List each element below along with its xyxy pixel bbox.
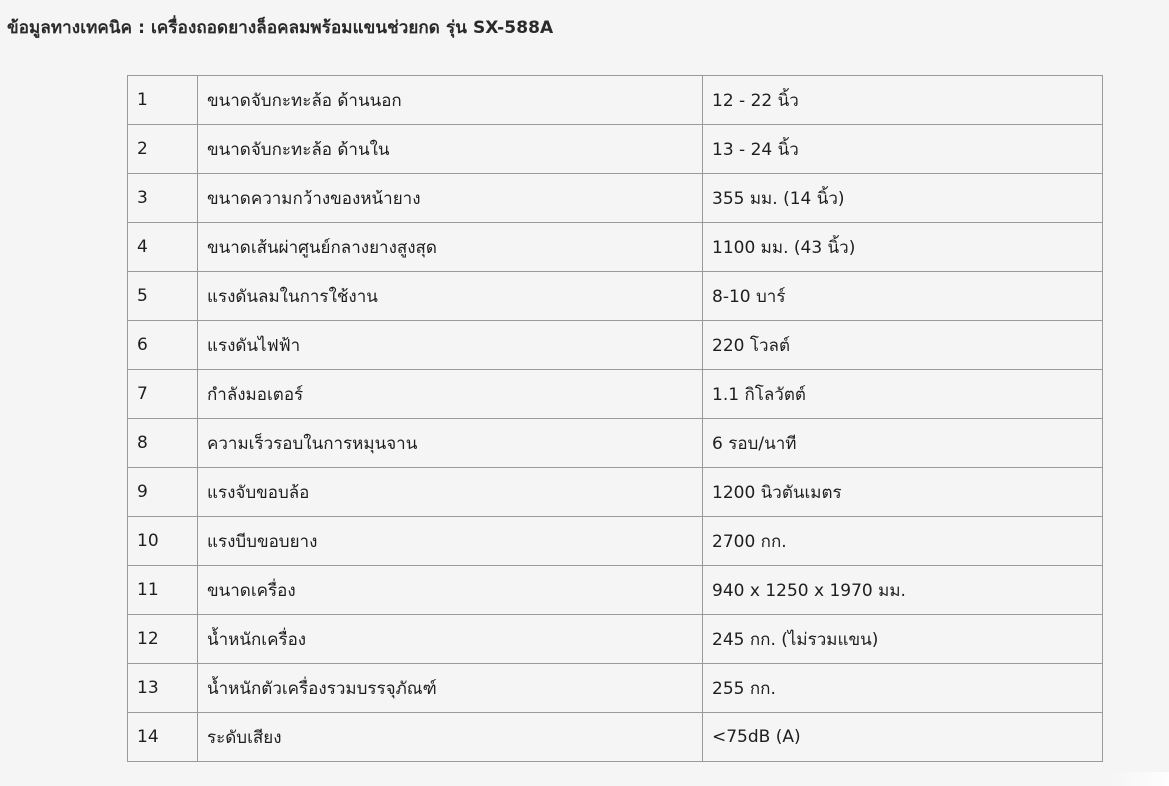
page-title: ข้อมูลทางเทคนิค : เครื่องถอดยางล็อคลมพร้อมแขนช่วยกด รุ่น SX-588A: [7, 18, 554, 38]
spec-name-cell: แรงบีบขอบยาง: [198, 517, 703, 566]
spec-name-cell: แรงดันลมในการใช้งาน: [198, 272, 703, 321]
table-row: [128, 76, 1103, 125]
spec-name-cell: น้ำหนักตัวเครื่องรวมบรรจุภัณฑ์: [198, 664, 703, 713]
spec-name-cell: กำลังมอเตอร์: [198, 370, 703, 419]
table-row: [128, 517, 1103, 566]
scroll-shadow: [1109, 772, 1169, 786]
row-number-cell: 9: [128, 468, 198, 517]
spec-name-cell: ขนาดเครื่อง: [198, 566, 703, 615]
spec-name-cell: น้ำหนักเครื่อง: [198, 615, 703, 664]
row-number-cell: 4: [128, 223, 198, 272]
row-number-cell: 1: [128, 76, 198, 125]
spec-value-cell: 1100 มม. (43 นิ้ว): [703, 223, 1103, 272]
spec-name-cell: ขนาดจับกะทะล้อ ด้านใน: [198, 125, 703, 174]
spec-value-cell: 6 รอบ/นาที: [703, 419, 1103, 468]
spec-value-cell: <75dB (A): [703, 713, 1103, 762]
row-number-cell: 13: [128, 664, 198, 713]
table-row: [128, 125, 1103, 174]
table-row: [128, 370, 1103, 419]
spec-name-cell: ความเร็วรอบในการหมุนจาน: [198, 419, 703, 468]
row-number-cell: 10: [128, 517, 198, 566]
table-row: [128, 272, 1103, 321]
spec-value-cell: 1.1 กิโลวัตต์: [703, 370, 1103, 419]
table-row: [128, 566, 1103, 615]
spec-name-cell: ขนาดความกว้างของหน้ายาง: [198, 174, 703, 223]
row-number-cell: 2: [128, 125, 198, 174]
table-row: [128, 615, 1103, 664]
spec-name-cell: แรงดันไฟฟ้า: [198, 321, 703, 370]
spec-value-cell: 8-10 บาร์: [703, 272, 1103, 321]
table-row: [128, 223, 1103, 272]
row-number-cell: 12: [128, 615, 198, 664]
table-row: [128, 419, 1103, 468]
spec-table-body: [128, 76, 1103, 762]
spec-value-cell: 245 กก. (ไม่รวมแขน): [703, 615, 1103, 664]
row-number-cell: 7: [128, 370, 198, 419]
row-number-cell: 5: [128, 272, 198, 321]
spec-value-cell: 255 กก.: [703, 664, 1103, 713]
row-number-cell: 11: [128, 566, 198, 615]
spec-value-cell: 2700 กก.: [703, 517, 1103, 566]
spec-value-cell: 12 - 22 นิ้ว: [703, 76, 1103, 125]
table-row: [128, 321, 1103, 370]
spec-value-cell: 940 x 1250 x 1970 มม.: [703, 566, 1103, 615]
spec-value-cell: 13 - 24 นิ้ว: [703, 125, 1103, 174]
row-number-cell: 8: [128, 419, 198, 468]
spec-name-cell: แรงจับขอบล้อ: [198, 468, 703, 517]
table-row: [128, 713, 1103, 762]
spec-name-cell: ขนาดจับกะทะล้อ ด้านนอก: [198, 76, 703, 125]
spec-value-cell: 1200 นิวตันเมตร: [703, 468, 1103, 517]
row-number-cell: 6: [128, 321, 198, 370]
spec-table: [127, 75, 1103, 762]
spec-name-cell: ขนาดเส้นผ่าศูนย์กลางยางสูงสุด: [198, 223, 703, 272]
spec-value-cell: 220 โวลต์: [703, 321, 1103, 370]
table-row: [128, 174, 1103, 223]
spec-value-cell: 355 มม. (14 นิ้ว): [703, 174, 1103, 223]
table-row: [128, 468, 1103, 517]
table-row: [128, 664, 1103, 713]
spec-name-cell: ระดับเสียง: [198, 713, 703, 762]
row-number-cell: 14: [128, 713, 198, 762]
row-number-cell: 3: [128, 174, 198, 223]
